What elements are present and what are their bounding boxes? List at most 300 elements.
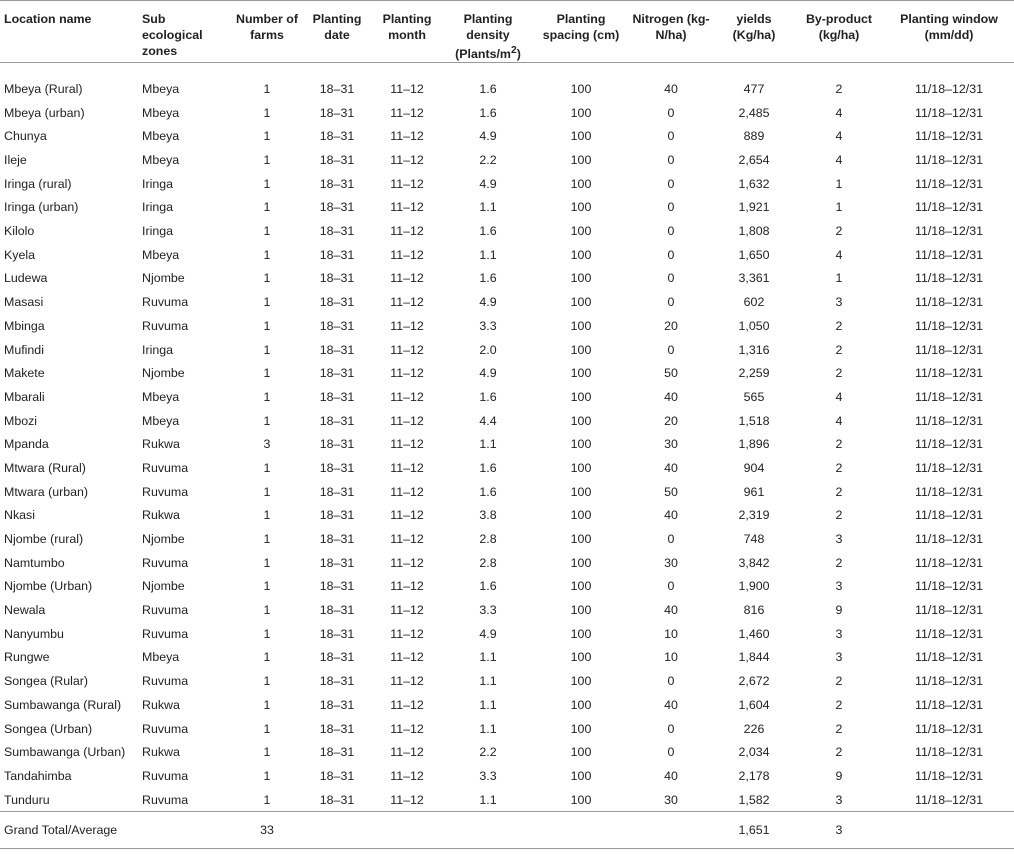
cell-spacing: 100	[570, 532, 592, 547]
cell-window: 11/18–12/31	[915, 792, 983, 807]
cell-zone: Rukwa	[142, 745, 180, 760]
cell-yields: 1,582	[738, 792, 770, 807]
cell-byproduct: 9	[835, 768, 843, 783]
cell-window: 11/18–12/31	[915, 413, 983, 428]
cell-byproduct: 1	[835, 271, 843, 286]
cell-location: Tandahimba	[4, 768, 72, 783]
cell-planting-month: 11–12	[390, 81, 424, 96]
cell-planting-month: 11–12	[390, 271, 424, 286]
cell-planting-month: 11–12	[390, 200, 424, 215]
cell-window: 11/18–12/31	[915, 81, 983, 96]
cell-location: Chunya	[4, 129, 47, 144]
cell-yields: 1,604	[738, 697, 770, 712]
table-row	[0, 125, 1014, 149]
cell-window: 11/18–12/31	[915, 342, 983, 357]
table-row	[0, 361, 1014, 385]
table-row	[0, 740, 1014, 764]
cell-window: 11/18–12/31	[915, 532, 983, 547]
cell-nitrogen: 0	[667, 295, 675, 310]
cell-spacing: 100	[570, 674, 592, 689]
cell-zone: Ruvuma	[142, 318, 189, 333]
cell-window: 11/18–12/31	[915, 366, 983, 381]
cell-nitrogen: 20	[664, 413, 678, 428]
cell-location: Mtwara (urban)	[4, 484, 89, 499]
cell-yields: 1,632	[738, 176, 770, 191]
cell-farms: 1	[263, 532, 271, 547]
cell-nitrogen: 0	[667, 532, 675, 547]
cell-density: 1.6	[479, 224, 497, 239]
cell-planting-month: 11–12	[390, 532, 424, 547]
cell-planting-date: 18–31	[319, 745, 355, 760]
cell-byproduct: 9	[835, 603, 843, 618]
cell-farms: 1	[263, 555, 271, 570]
cell-spacing: 100	[570, 768, 592, 783]
cell-byproduct: 2	[835, 674, 843, 689]
cell-planting-date: 18–31	[319, 697, 355, 712]
cell-byproduct: 2	[835, 460, 843, 475]
cell-zone: Iringa	[142, 176, 173, 191]
cell-planting-month: 11–12	[390, 224, 424, 239]
cell-planting-month: 11–12	[390, 745, 424, 760]
cell-spacing: 100	[570, 437, 592, 452]
cell-location: Mbeya (Rural)	[4, 81, 83, 96]
cell-density: 1.1	[479, 650, 497, 665]
cell-spacing: 100	[570, 295, 592, 310]
cell-byproduct: 3	[835, 579, 843, 594]
cell-nitrogen: 0	[667, 176, 675, 191]
cell-yields: 2,178	[738, 768, 770, 783]
cell-byproduct: 4	[835, 413, 843, 428]
table-body	[0, 63, 1014, 812]
cell-planting-month: 11–12	[390, 626, 424, 641]
cell-zone: Rukwa	[142, 697, 180, 712]
cell-window: 11/18–12/31	[915, 247, 983, 262]
table-row	[0, 101, 1014, 125]
cell-farms: 1	[263, 745, 271, 760]
cell-nitrogen: 0	[667, 224, 675, 239]
cell-planting-date: 18–31	[319, 413, 355, 428]
cell-farms: 1	[263, 129, 271, 144]
cell-planting-month: 11–12	[390, 129, 424, 144]
cell-density: 1.6	[479, 105, 497, 120]
cell-zone: Ruvuma	[142, 792, 189, 807]
cell-density: 2.8	[479, 555, 497, 570]
cell-planting-month: 11–12	[390, 674, 424, 689]
cell-byproduct: 2	[835, 224, 843, 239]
cell-window: 11/18–12/31	[915, 484, 983, 499]
cell-byproduct: 2	[835, 555, 843, 570]
cell-spacing: 100	[570, 626, 592, 641]
cell-location: Newala	[4, 603, 46, 618]
cell-spacing: 100	[570, 318, 592, 333]
cell-planting-month: 11–12	[390, 555, 424, 570]
cell-location: Njombe (rural)	[4, 532, 84, 547]
cell-farms: 1	[263, 508, 271, 523]
cell-spacing: 100	[570, 460, 592, 475]
cell-nitrogen: 40	[664, 697, 678, 712]
cell-nitrogen: 20	[664, 318, 678, 333]
total-spacing	[534, 812, 628, 849]
cell-planting-date: 18–31	[319, 792, 355, 807]
cell-spacing: 100	[570, 105, 592, 120]
cell-byproduct: 2	[835, 81, 843, 96]
cell-zone: Mbeya	[142, 129, 180, 144]
cell-zone: Iringa	[142, 342, 173, 357]
cell-spacing: 100	[570, 697, 592, 712]
table-row	[0, 788, 1014, 812]
table-footer	[0, 812, 1014, 849]
cell-spacing: 100	[570, 389, 592, 404]
cell-byproduct: 2	[835, 508, 843, 523]
cell-yields: 889	[743, 129, 765, 144]
cell-window: 11/18–12/31	[915, 721, 983, 736]
cell-location: Kilolo	[4, 224, 35, 239]
cell-location: Iringa (rural)	[4, 176, 72, 191]
table-row	[0, 148, 1014, 172]
cell-planting-month: 11–12	[390, 342, 424, 357]
table-row	[0, 504, 1014, 528]
cell-spacing: 100	[570, 271, 592, 286]
cell-planting-date: 18–31	[319, 153, 355, 168]
cell-location: Makete	[4, 366, 45, 381]
header-zone: Sub ecological zones	[138, 1, 232, 63]
cell-farms: 1	[263, 792, 271, 807]
cell-yields: 565	[743, 389, 765, 404]
table-row	[0, 764, 1014, 788]
cell-spacing: 100	[570, 129, 592, 144]
cell-location: Songea (Urban)	[4, 721, 93, 736]
cell-density: 1.1	[479, 247, 497, 262]
table-row	[0, 432, 1014, 456]
cell-zone: Iringa	[142, 224, 173, 239]
cell-planting-month: 11–12	[390, 437, 424, 452]
cell-planting-date: 18–31	[319, 721, 355, 736]
cell-planting-month: 11–12	[390, 508, 424, 523]
cell-byproduct: 4	[835, 105, 843, 120]
cell-planting-month: 11–12	[390, 105, 424, 120]
cell-nitrogen: 0	[667, 129, 675, 144]
cell-byproduct: 4	[835, 129, 843, 144]
cell-yields: 477	[743, 81, 765, 96]
cell-density: 4.9	[479, 176, 497, 191]
cell-window: 11/18–12/31	[915, 768, 983, 783]
cell-density: 1.6	[479, 579, 497, 594]
cell-density: 1.1	[479, 792, 497, 807]
cell-location: Ileje	[4, 153, 27, 168]
cell-density: 3.8	[479, 508, 497, 523]
total-pdate	[302, 812, 372, 849]
cell-planting-date: 18–31	[319, 603, 355, 618]
cell-planting-date: 18–31	[319, 318, 355, 333]
cell-yields: 1,050	[738, 318, 770, 333]
table-row	[0, 338, 1014, 362]
cell-location: Mtwara (Rural)	[4, 460, 86, 475]
cell-spacing: 100	[570, 366, 592, 381]
cell-farms: 1	[263, 247, 271, 262]
cell-window: 11/18–12/31	[915, 579, 983, 594]
cell-nitrogen: 0	[667, 271, 675, 286]
cell-nitrogen: 10	[664, 650, 678, 665]
cell-yields: 1,896	[738, 437, 770, 452]
table-row	[0, 63, 1014, 101]
cell-zone: Rukwa	[142, 508, 180, 523]
cell-location: Mbarali	[4, 389, 45, 404]
cell-byproduct: 2	[835, 437, 843, 452]
cell-nitrogen: 30	[664, 792, 678, 807]
total-zone	[138, 812, 232, 849]
cell-spacing: 100	[570, 413, 592, 428]
cell-farms: 1	[263, 626, 271, 641]
cell-window: 11/18–12/31	[915, 508, 983, 523]
cell-location: Mbeya (urban)	[4, 105, 85, 120]
cell-planting-date: 18–31	[319, 271, 355, 286]
cell-farms: 3	[263, 437, 271, 452]
cell-density: 2.2	[479, 745, 497, 760]
total-yields: 1,651	[714, 812, 794, 849]
table-row	[0, 480, 1014, 504]
cell-density: 2.0	[479, 342, 497, 357]
table-row	[0, 267, 1014, 291]
cell-density: 4.9	[479, 129, 497, 144]
cell-location: Ludewa	[4, 271, 48, 286]
cell-spacing: 100	[570, 650, 592, 665]
total-farms: 33	[232, 812, 302, 849]
cell-location: Sumbawanga (Rural)	[4, 697, 122, 712]
cell-zone: Rukwa	[142, 437, 180, 452]
cell-yields: 904	[743, 460, 765, 475]
cell-farms: 1	[263, 295, 271, 310]
cell-density: 1.1	[479, 697, 497, 712]
cell-farms: 1	[263, 413, 271, 428]
table-row	[0, 219, 1014, 243]
cell-location: Mbozi	[4, 413, 38, 428]
cell-planting-month: 11–12	[390, 697, 424, 712]
cell-window: 11/18–12/31	[915, 389, 983, 404]
header-nitrogen: Nitrogen (kg-N/ha)	[628, 1, 714, 63]
cell-nitrogen: 40	[664, 508, 678, 523]
cell-yields: 3,842	[738, 555, 770, 570]
cell-location: Iringa (urban)	[4, 200, 79, 215]
cell-density: 3.3	[479, 603, 497, 618]
cell-planting-month: 11–12	[390, 768, 424, 783]
cell-yields: 816	[743, 603, 765, 618]
cell-farms: 1	[263, 650, 271, 665]
cell-zone: Ruvuma	[142, 603, 189, 618]
cell-spacing: 100	[570, 224, 592, 239]
header-planting-month: Planting month	[372, 1, 442, 63]
cell-planting-month: 11–12	[390, 366, 424, 381]
cell-nitrogen: 0	[667, 674, 675, 689]
cell-farms: 1	[263, 81, 271, 96]
table-row	[0, 172, 1014, 196]
cell-planting-month: 11–12	[390, 460, 424, 475]
cell-zone: Ruvuma	[142, 555, 189, 570]
cell-yields: 1,900	[738, 579, 770, 594]
cell-zone: Mbeya	[142, 105, 180, 120]
cell-window: 11/18–12/31	[915, 318, 983, 333]
cell-zone: Mbeya	[142, 81, 180, 96]
cell-farms: 1	[263, 271, 271, 286]
cell-location: Mbinga	[4, 318, 45, 333]
cell-window: 11/18–12/31	[915, 650, 983, 665]
cell-planting-month: 11–12	[390, 176, 424, 191]
cell-location: Sumbawanga (Urban)	[4, 745, 126, 760]
header-density-text: Planting density (Plants/m	[455, 12, 513, 62]
cell-density: 4.9	[479, 366, 497, 381]
cell-yields: 1,921	[738, 200, 770, 215]
cell-density: 1.1	[479, 674, 497, 689]
cell-yields: 3,361	[738, 271, 770, 286]
cell-window: 11/18–12/31	[915, 176, 983, 191]
table-row	[0, 717, 1014, 741]
cell-planting-date: 18–31	[319, 129, 355, 144]
cell-farms: 1	[263, 484, 271, 499]
total-window	[884, 812, 1014, 849]
cell-window: 11/18–12/31	[915, 437, 983, 452]
cell-nitrogen: 0	[667, 721, 675, 736]
cell-zone: Njombe	[142, 366, 185, 381]
cell-window: 11/18–12/31	[915, 697, 983, 712]
cell-location: Njombe (Urban)	[4, 579, 93, 594]
cell-window: 11/18–12/31	[915, 460, 983, 475]
cell-farms: 1	[263, 768, 271, 783]
cell-planting-month: 11–12	[390, 603, 424, 618]
cell-density: 2.2	[479, 153, 497, 168]
cell-planting-date: 18–31	[319, 532, 355, 547]
cell-location: Songea (Rular)	[4, 674, 89, 689]
total-density	[442, 812, 534, 849]
cell-planting-month: 11–12	[390, 389, 424, 404]
cell-planting-month: 11–12	[390, 792, 424, 807]
cell-spacing: 100	[570, 603, 592, 618]
cell-yields: 2,654	[738, 153, 770, 168]
table-row	[0, 646, 1014, 670]
cell-density: 3.3	[479, 768, 497, 783]
cell-spacing: 100	[570, 579, 592, 594]
cell-location: Mufindi	[4, 342, 44, 357]
cell-window: 11/18–12/31	[915, 674, 983, 689]
cell-zone: Njombe	[142, 579, 185, 594]
cell-farms: 1	[263, 721, 271, 736]
cell-byproduct: 2	[835, 721, 843, 736]
cell-planting-date: 18–31	[319, 81, 355, 96]
cell-location: Nanyumbu	[4, 626, 64, 641]
cell-nitrogen: 0	[667, 153, 675, 168]
cell-spacing: 100	[570, 555, 592, 570]
cell-nitrogen: 0	[667, 200, 675, 215]
cell-byproduct: 1	[835, 176, 843, 191]
cell-zone: Mbeya	[142, 413, 180, 428]
cell-yields: 1,650	[738, 247, 770, 262]
cell-zone: Njombe	[142, 532, 185, 547]
cell-byproduct: 2	[835, 484, 843, 499]
cell-planting-date: 18–31	[319, 508, 355, 523]
cell-planting-date: 18–31	[319, 247, 355, 262]
cell-nitrogen: 0	[667, 247, 675, 262]
table-row	[0, 456, 1014, 480]
cell-window: 11/18–12/31	[915, 271, 983, 286]
cell-planting-date: 18–31	[319, 460, 355, 475]
cell-byproduct: 4	[835, 389, 843, 404]
cell-planting-month: 11–12	[390, 318, 424, 333]
cell-yields: 1,316	[738, 342, 770, 357]
cell-zone: Mbeya	[142, 389, 180, 404]
cell-density: 4.9	[479, 295, 497, 310]
cell-nitrogen: 40	[664, 81, 678, 96]
cell-nitrogen: 0	[667, 579, 675, 594]
cell-planting-date: 18–31	[319, 366, 355, 381]
cell-spacing: 100	[570, 721, 592, 736]
cell-byproduct: 4	[835, 153, 843, 168]
header-density-sup: 2	[510, 45, 517, 56]
cell-density: 1.1	[479, 437, 497, 452]
cell-planting-date: 18–31	[319, 768, 355, 783]
cell-planting-date: 18–31	[319, 200, 355, 215]
header-density-close: )	[516, 47, 521, 62]
header-planting-date: Planting date	[302, 1, 372, 63]
cell-planting-month: 11–12	[390, 247, 424, 262]
cell-density: 1.1	[479, 200, 497, 215]
cell-byproduct: 3	[835, 626, 843, 641]
cell-density: 3.3	[479, 318, 497, 333]
cell-zone: Njombe	[142, 271, 185, 286]
cell-location: Tunduru	[4, 792, 50, 807]
cell-density: 1.6	[479, 271, 497, 286]
cell-planting-date: 18–31	[319, 105, 355, 120]
cell-planting-date: 18–31	[319, 437, 355, 452]
table-row	[0, 290, 1014, 314]
cell-planting-date: 18–31	[319, 176, 355, 191]
cell-nitrogen: 0	[667, 342, 675, 357]
cell-window: 11/18–12/31	[915, 224, 983, 239]
cell-yields: 2,485	[738, 105, 770, 120]
cell-zone: Ruvuma	[142, 674, 189, 689]
cell-planting-date: 18–31	[319, 555, 355, 570]
cell-window: 11/18–12/31	[915, 555, 983, 570]
table-row	[0, 693, 1014, 717]
cell-nitrogen: 50	[664, 366, 678, 381]
cell-yields: 226	[743, 721, 765, 736]
cell-nitrogen: 40	[664, 460, 678, 475]
cell-nitrogen: 10	[664, 626, 678, 641]
total-row	[0, 812, 1014, 849]
cell-farms: 1	[263, 153, 271, 168]
cell-yields: 1,518	[738, 413, 770, 428]
cell-nitrogen: 0	[667, 745, 675, 760]
cell-planting-date: 18–31	[319, 626, 355, 641]
cell-location: Kyela	[4, 247, 35, 262]
cell-farms: 1	[263, 674, 271, 689]
cell-spacing: 100	[570, 745, 592, 760]
cell-yields: 748	[743, 532, 765, 547]
cell-density: 1.6	[479, 81, 497, 96]
cell-location: Mpanda	[4, 437, 49, 452]
cell-byproduct: 2	[835, 342, 843, 357]
cell-window: 11/18–12/31	[915, 200, 983, 215]
header-density	[442, 1, 534, 63]
cell-farms: 1	[263, 224, 271, 239]
cell-nitrogen: 50	[664, 484, 678, 499]
cell-farms: 1	[263, 105, 271, 120]
cell-zone: Ruvuma	[142, 626, 189, 641]
cell-nitrogen: 40	[664, 603, 678, 618]
table-row	[0, 196, 1014, 220]
cell-byproduct: 2	[835, 697, 843, 712]
cell-planting-date: 18–31	[319, 389, 355, 404]
header-spacing: Planting spacing (cm)	[534, 1, 628, 63]
cell-farms: 1	[263, 176, 271, 191]
cell-byproduct: 3	[835, 532, 843, 547]
